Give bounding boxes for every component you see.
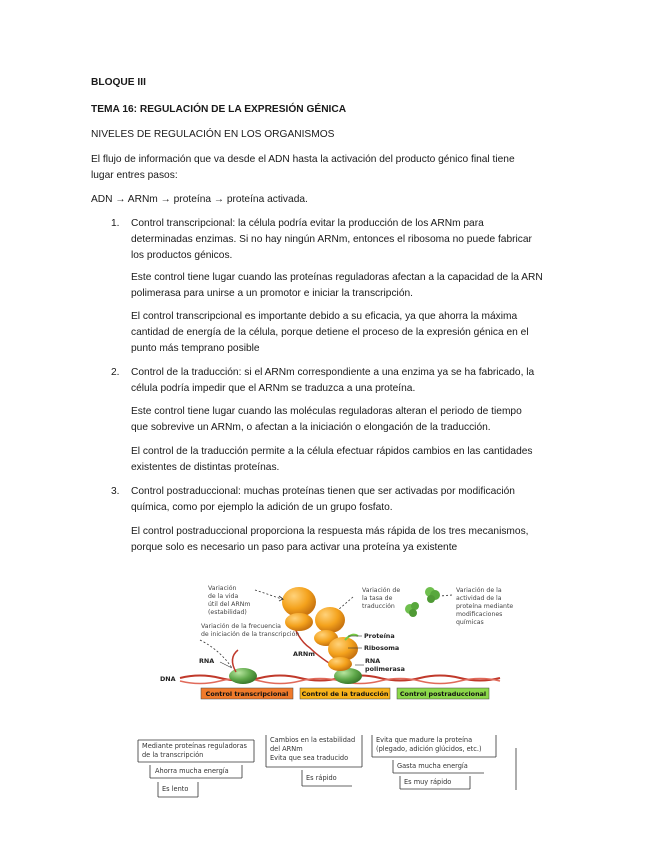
item1-p1-l1: Control transcripcional: la célula podría evitar la producción de los ARNm para — [131, 218, 484, 229]
item1-p3-l1: El control transcripcional es importante debido a su eficacia, ya que ahorra la máxima — [131, 311, 518, 322]
label-protein: Proteína — [364, 632, 395, 640]
note-col3-box-2: (plegado, adición glúcidos, etc.) — [376, 745, 482, 753]
item3-p2-l1: El control postraduccional proporciona la respuesta más rápida de los tres mecanismos, — [131, 526, 529, 537]
label-post-mod-2: actividad de la — [456, 595, 502, 602]
item2-p2-l2: que sobrevive un ARNm, o afectan a la iniciación o elongación de la traducción. — [131, 422, 491, 433]
item3-p1-l2: química, como por ejemplo la adición de un grupo fosfato. — [131, 502, 393, 513]
list-number-2: 2. — [111, 367, 120, 378]
box-label-posttranslational: Control postraduccional — [399, 690, 487, 698]
label-post-mod-1: Variación de la — [456, 587, 502, 594]
note-col3-speed: Es muy rápido — [404, 778, 452, 786]
item1-p2-l1: Este control tiene lugar cuando las proteínas reguladoras afectan a la capacidad de la ARN — [131, 272, 543, 283]
item2-p1-l1: Control de la traducción: si el ARNm correspondiente a una enzima ya se ha fabricado, la — [131, 367, 535, 378]
note-col3-box-1: Evita que madure la proteína — [376, 736, 473, 744]
item2-p3-l2: existentes de distintas proteínas. — [131, 462, 280, 473]
item3-p1-l1: Control postraduccional: muchas proteínas tienen que ser activadas por modificación — [131, 486, 515, 497]
label-arnm: ARNm — [293, 650, 315, 658]
label-post-mod-4: modificaciones — [456, 611, 503, 618]
label-dna: DNA — [160, 675, 176, 683]
label-rna: RNA — [199, 657, 215, 665]
label-init-freq-2: de iniciación de la transcripción — [201, 631, 300, 638]
note-col1-box-1: Mediante proteínas reguladoras — [142, 742, 247, 750]
label-trans-rate-2: la tasa de — [362, 595, 393, 602]
block-heading: BLOQUE III — [91, 77, 146, 88]
item2-p2-l1: Este control tiene lugar cuando las moléculas reguladoras alteran el periodo de tiempo — [131, 406, 522, 417]
item1-p2-l2: polimerasa para unirse a un promotor e iniciar la transcripción. — [131, 288, 413, 299]
box-label-translational: Control de la traducción — [301, 690, 389, 698]
item1-p3-l2: cantidad de energía de la célula, porque detiene el proceso de la expresión génica en el — [131, 327, 529, 338]
intro-line-1: El flujo de información que va desde el ADN hasta la activación del producto génico final tiene — [91, 154, 515, 165]
note-col2-box-2: del ARNm — [270, 745, 303, 753]
flow-line: ADN → ARNm → proteína → proteína activada. — [91, 194, 308, 205]
list-number-3: 3. — [111, 486, 120, 497]
modified-protein-icons — [405, 587, 440, 617]
label-init-freq-1: Variación de la frecuencia — [201, 623, 281, 630]
note-col3-cost: Gasta mucha energía — [397, 762, 468, 770]
item1-p1-l3: los productos génicos. — [131, 250, 233, 261]
item2-p1-l2: célula podría impedir que el ARNm se traduzca a una proteína. — [131, 383, 416, 394]
item1-p1-l2: determinadas enzimas. Si no hay ningún ARNm, entonces el ribosoma no puede fabricar — [131, 234, 532, 245]
label-rna-pol-1: RNA — [365, 657, 381, 665]
label-mrna-life-1: Variación — [208, 585, 237, 592]
item1-p3-l3: punto más temprano posible — [131, 343, 260, 354]
note-col2-box-3: Evita que sea traducido — [270, 754, 349, 762]
note-col2-speed: Es rápido — [306, 774, 337, 782]
ribosome-top — [282, 587, 316, 631]
label-post-mod-5: químicas — [456, 619, 484, 626]
label-mrna-life-2: de la vida — [208, 593, 239, 600]
page-title: TEMA 16: REGULACIÓN DE LA EXPRESIÓN GÉNICA — [91, 104, 347, 115]
label-rna-pol-2: polimerasa — [365, 665, 405, 673]
label-ribosome: Ribosoma — [364, 644, 400, 652]
rna-polymerase-left — [229, 668, 257, 684]
ribosome-bottom — [328, 637, 358, 671]
label-mrna-life-3: útil del ARNm — [208, 601, 251, 608]
note-col1-speed: Es lento — [162, 785, 189, 793]
item3-p2-l2: porque solo es necesario un paso para activar una proteína ya existente — [131, 542, 458, 553]
rna-strand-left — [232, 650, 238, 672]
label-trans-rate-1: Variación de — [362, 587, 401, 594]
label-post-mod-3: proteína mediante — [456, 603, 514, 610]
label-trans-rate-3: traducción — [362, 603, 395, 610]
item2-p3-l1: El control de la traducción permite a la célula efectuar rápidos cambios en las cantidades — [131, 446, 533, 457]
intro-line-2: lugar entres pasos: — [91, 170, 178, 181]
note-col1-box-2: de la transcripción — [142, 751, 204, 759]
list-number-1: 1. — [111, 218, 120, 229]
note-col1-saves: Ahorra mucha energía — [155, 767, 229, 775]
section-subtitle: NIVELES DE REGULACIÓN EN LOS ORGANISMOS — [91, 129, 335, 140]
note-col2-box-1: Cambios en la estabilidad — [270, 736, 356, 744]
label-mrna-life-4: (estabilidad) — [208, 609, 247, 616]
box-label-transcriptional: Control transcripcional — [205, 690, 289, 698]
